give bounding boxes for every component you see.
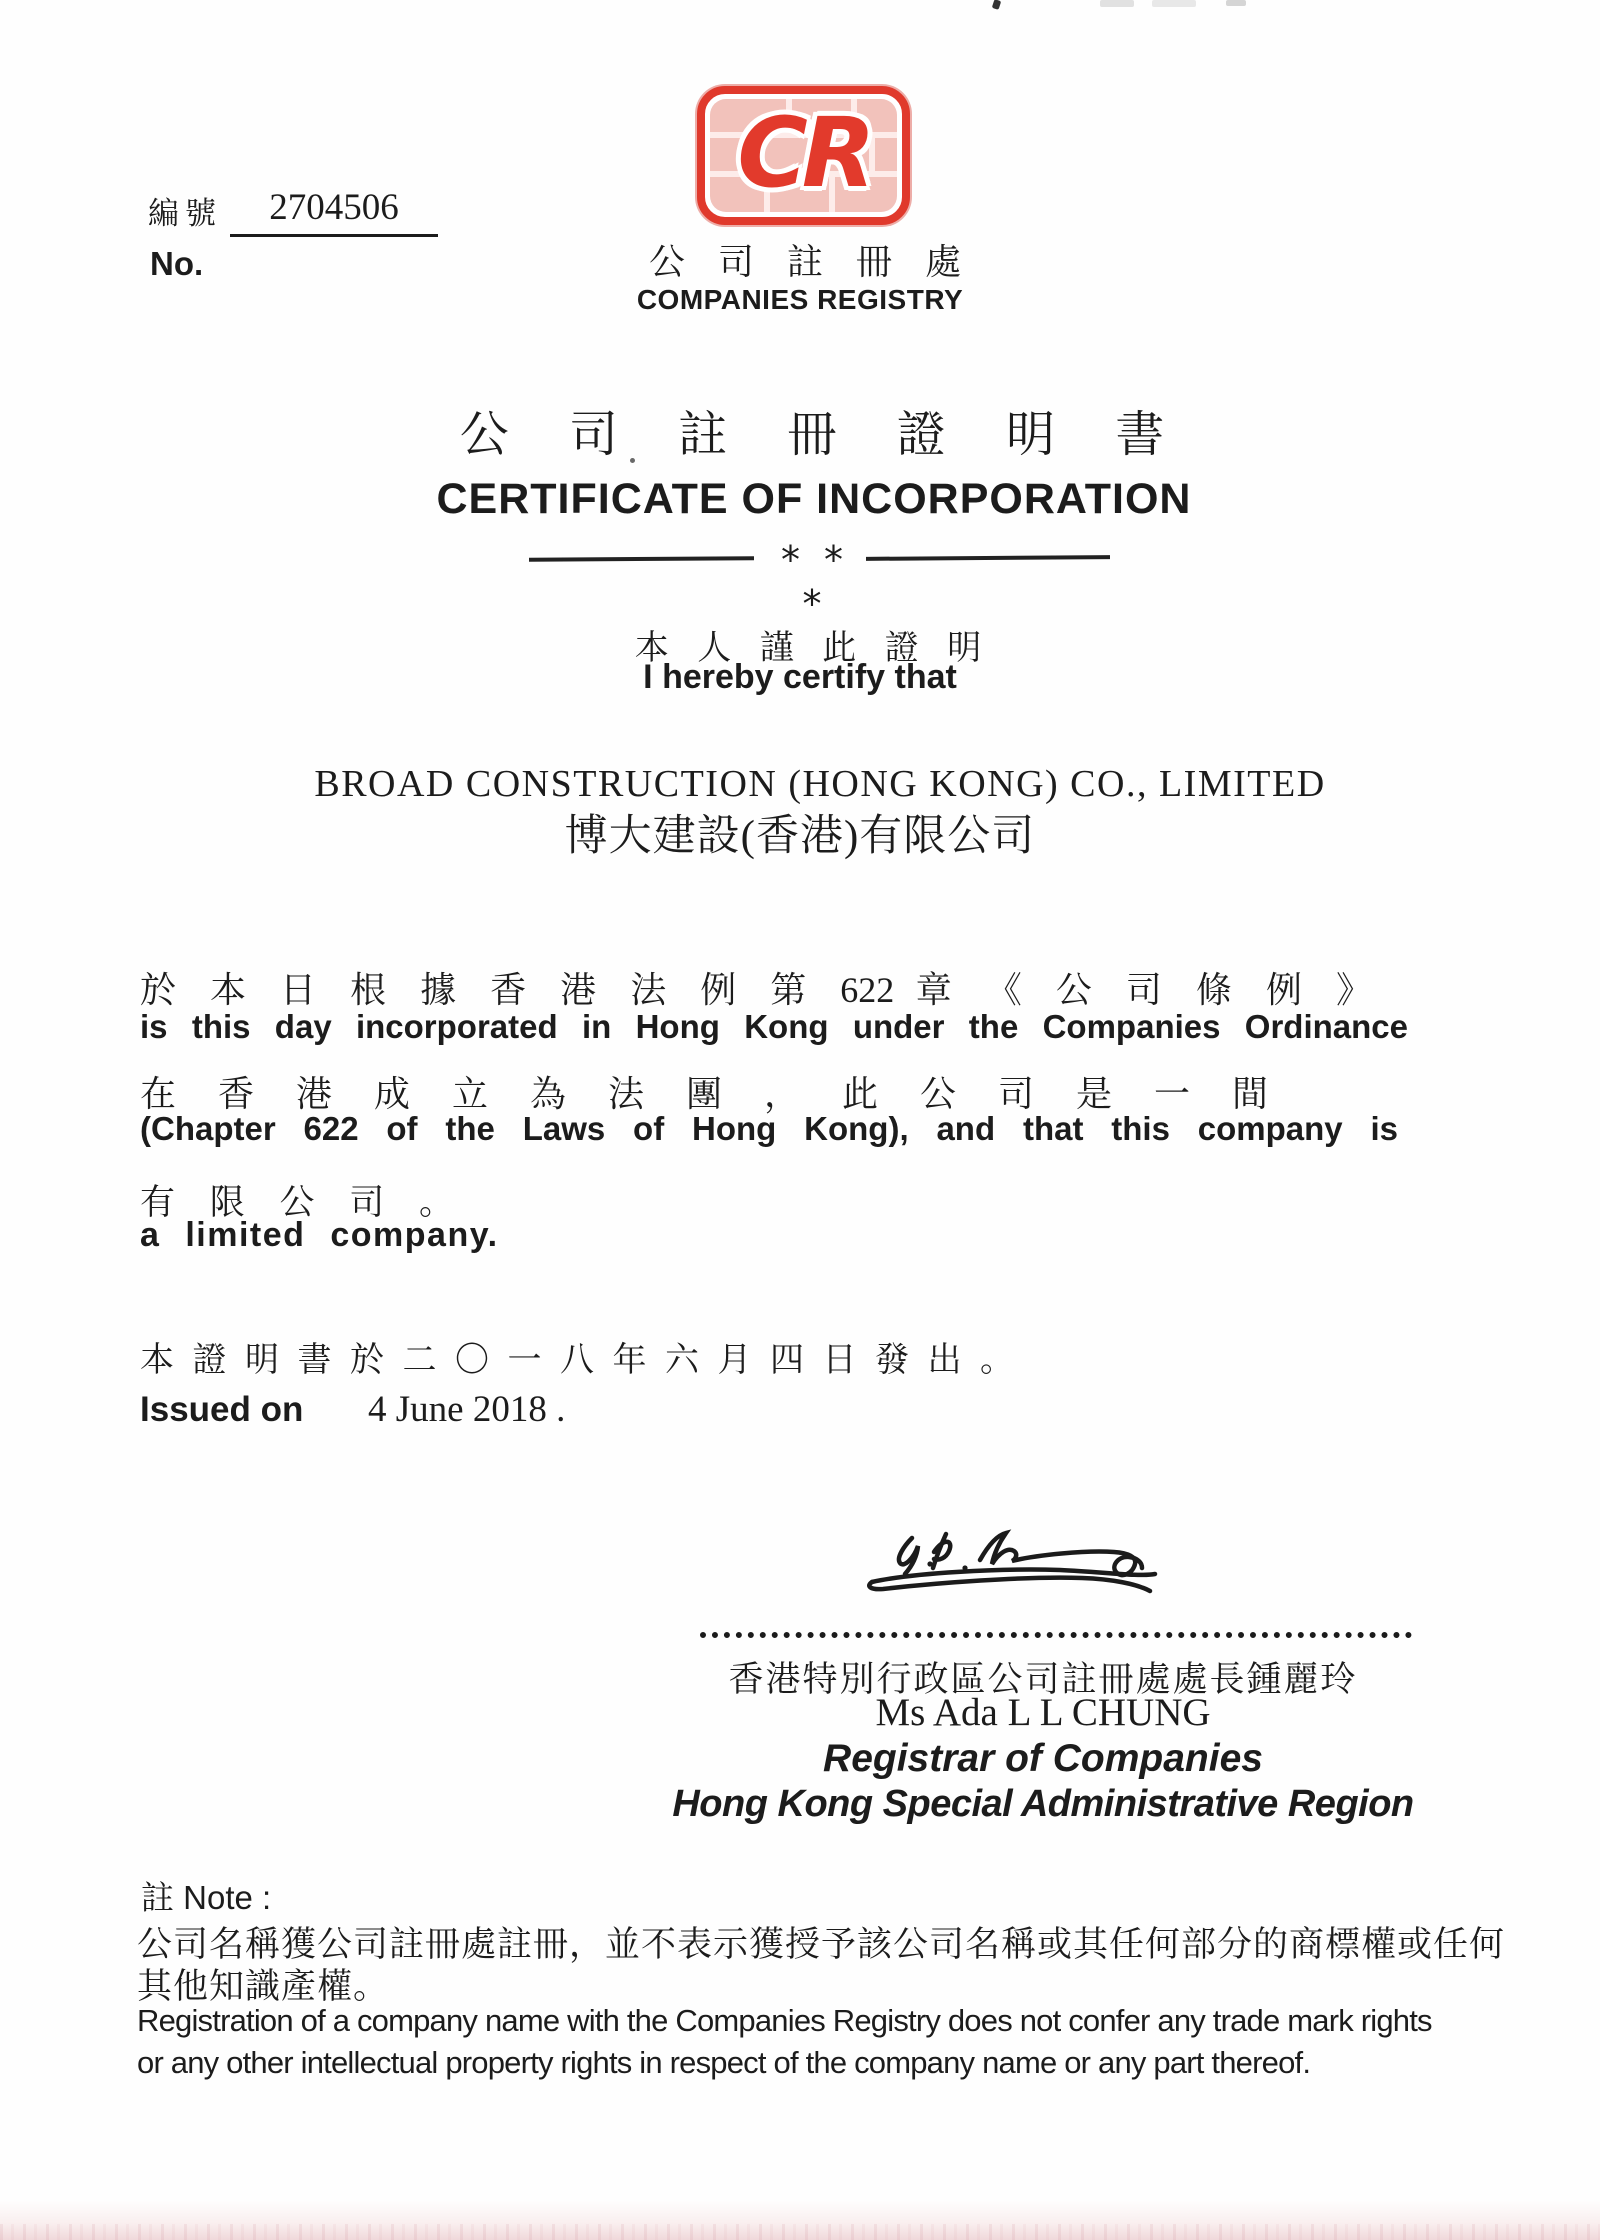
body-line2-en: (Chapter 622 of the Laws of Hong Kong), and that this company is: [140, 1110, 1398, 1147]
note-text-en-line1: Registration of a company name with the Companies Registry does not confer any trade mark rights: [137, 2003, 1432, 2038]
certify-statement-en: I hereby certify that: [643, 658, 957, 696]
issued-on-label: Issued on: [140, 1390, 304, 1429]
note-text-cn-line1: 公司名稱獲公司註冊處註冊，並不表示獲授予該公司名稱或其任何部分的商標權或任何: [137, 1925, 1506, 1964]
registry-name-en: COMPANIES REGISTRY: [636, 284, 964, 315]
divider-left-line: [529, 556, 754, 562]
company-name-en: BROAD CONSTRUCTION (HONG KONG) CO., LIMITED: [314, 763, 1326, 805]
certificate-title-en: CERTIFICATE OF INCORPORATION: [436, 475, 1192, 523]
registry-name-cn: 公 司 註 冊 處: [648, 242, 973, 282]
registrar-title-en: Registrar of Companies: [823, 1737, 1263, 1780]
body-line1-en: is this day incorporated in Hong Kong under the Companies Ordinance: [140, 1008, 1408, 1045]
registrar-region-en: Hong Kong Special Administrative Region: [672, 1783, 1414, 1825]
company-name-cn: 博大建設(香港)有限公司: [564, 813, 1036, 860]
divider-stars: * * *: [780, 538, 850, 626]
body-line3-en: a limited company.: [140, 1216, 499, 1254]
note-heading: [141, 1872, 271, 1919]
issued-on-date: 4 June 2018 .: [368, 1389, 566, 1430]
body-line2-cn: 在 香 港 成 立 為 法 團 ， 此 公 司 是 一 間: [140, 1074, 1268, 1114]
note-text-en-line2: or any other intellectual property rights in respect of the company name or any part thereof.: [137, 2045, 1311, 2080]
cr-logo-icon: [697, 86, 910, 225]
note-heading-cn: 註: [141, 1881, 174, 1917]
signature-dotted-line: [700, 1632, 1412, 1638]
body-line1-cn: 於 本 日 根 據 香 港 法 例 第 622 章 《 公 司 條 例 》: [140, 970, 1372, 1010]
issue-date-cn: 本 證 明 書 於 二 〇 一 八 年 六 月 四 日 發 出 。: [140, 1342, 1019, 1379]
cr-logo-text: CR: [737, 96, 870, 209]
registrar-title-cn: 香港特別行政區公司註冊處處長鍾麗玲: [728, 1660, 1358, 1699]
certificate-title-cn: 公 司 註 冊 證 明 書: [459, 407, 1189, 462]
ref-number-value: 2704506: [269, 187, 399, 228]
note-text-cn-line2: 其他知識產權。: [137, 1967, 390, 2006]
note-heading-en: Note :: [183, 1879, 272, 1916]
bottom-scan-streaks: [0, 2224, 1600, 2240]
ref-number-label-en: No.: [150, 245, 204, 282]
scan-speck: [1152, 0, 1196, 7]
scan-speck: [1100, 0, 1134, 7]
divider-right-line: [866, 555, 1110, 561]
body-line3-cn: 有 限 公 司 。: [140, 1183, 468, 1222]
ref-number-label-cn: 編號: [148, 196, 222, 231]
scan-speck: [992, 0, 1001, 10]
registrar-name: Ms Ada L L CHUNG: [875, 1691, 1211, 1734]
scan-speck: [1226, 0, 1246, 6]
registrar-signature: [850, 1512, 1180, 1617]
certify-statement-cn: 本 人 謹 此 證 明: [634, 630, 992, 667]
